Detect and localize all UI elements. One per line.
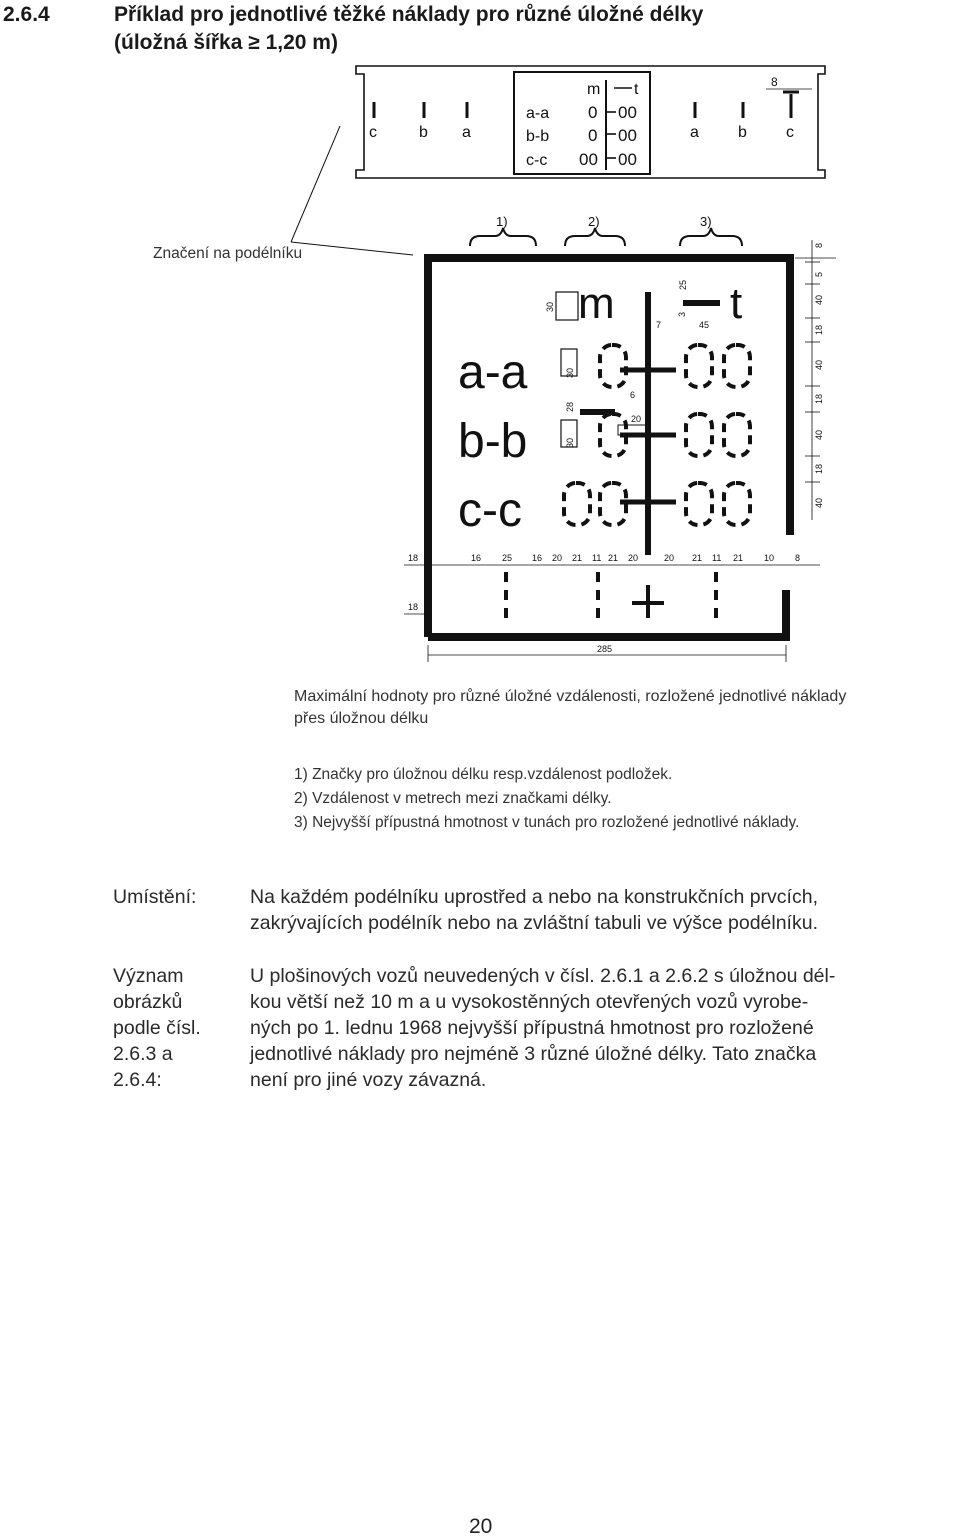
board-row-label: a-a <box>526 105 550 122</box>
dim: 10 <box>764 553 775 563</box>
meaning-line: kou větší než 10 m a u vysokostěnných otevřených vozů vyrobe- <box>250 991 809 1013</box>
dim: 16 <box>532 553 543 563</box>
detail-row-label: b-b <box>458 415 528 468</box>
meaning-label-line: 2.6.4: <box>113 1069 162 1091</box>
meaning-label-line: podle čísl. <box>113 1017 201 1039</box>
board-row-m: 0 <box>588 103 598 122</box>
dim: 21 <box>608 553 619 563</box>
board-right-letter-b: b <box>738 124 747 141</box>
placement-line-1: Na každém podélníku uprostřed a nebo na konstrukčních prvcích, <box>250 886 818 908</box>
meaning-label-line: obrázků <box>113 991 183 1013</box>
meaning-line: není pro jiné vozy závazná. <box>250 1069 487 1091</box>
board-header-m: m <box>587 81 601 98</box>
note-3: 3) Nejvyšší přípustná hmotnost v tunách pro rozložené jednotlivé náklady. <box>294 814 800 831</box>
dim: 40 <box>814 429 824 440</box>
board-row-t: 00 <box>618 150 637 169</box>
marking-label: Značení na podélníku <box>153 245 303 262</box>
dim: 30 <box>545 301 555 312</box>
caption-line-1: Maximální hodnoty pro různé úložné vzdálenosti, rozložené jednotlivé náklady <box>294 688 847 705</box>
meaning-line: U plošinových vozů neuvedených v čísl. 2.6.1 a 2.6.2 s úložnou dél- <box>250 965 836 987</box>
dim: 21 <box>692 553 703 563</box>
section-subtitle: (úložná šířka ≥ 1,20 m) <box>114 31 338 54</box>
placement-label: Umístění: <box>113 886 197 908</box>
board-left-letter-b: b <box>419 124 428 141</box>
board-row-m: 0 <box>588 126 598 145</box>
brace-label-2: 2) <box>588 214 600 229</box>
dim: 30 <box>565 367 575 378</box>
detail-row-label: a-a <box>458 346 528 399</box>
dim: 18 <box>814 324 824 335</box>
dim: 18 <box>814 393 824 404</box>
dim: 11 <box>712 553 722 563</box>
meaning-label-line: 2.6.3 a <box>113 1043 173 1065</box>
board-row-t: 00 <box>618 103 637 122</box>
meaning-line: jednotlivé náklady pro nejméně 3 různé úložné délky. Tato značka <box>250 1043 817 1065</box>
detail-row-label: c-c <box>458 484 522 537</box>
dim: 45 <box>699 320 710 330</box>
dim: 20 <box>664 553 675 563</box>
dim: 8 <box>814 242 824 248</box>
board-row-label: b-b <box>526 128 550 145</box>
dim: 25 <box>502 553 513 563</box>
caption-line-2: přes úložnou délku <box>294 710 429 727</box>
board-left-letter-c: c <box>369 124 377 141</box>
dim: 20 <box>552 553 563 563</box>
dim: 20 <box>628 553 639 563</box>
board-dim-8: 8 <box>771 75 778 89</box>
dim: 16 <box>471 553 482 563</box>
dim: 40 <box>814 294 824 305</box>
dim: 18 <box>814 463 824 474</box>
dim: 5 <box>814 271 824 277</box>
section-title: Příklad pro jednotlivé těžké náklady pro různé úložné délky <box>114 3 704 26</box>
board-right-letter-a: a <box>690 124 699 141</box>
brace-label-3: 3) <box>700 214 712 229</box>
dim: 25 <box>678 279 688 290</box>
dim: 30 <box>565 437 575 448</box>
detail-header-t: t <box>730 279 743 328</box>
placement-line-2: zakrývajících podélník nebo na zvláštní tabuli ve výšce podélníku. <box>250 912 818 934</box>
board-right-letter-c: c <box>786 124 794 141</box>
dim: 6 <box>630 390 636 400</box>
dim: 21 <box>733 553 744 563</box>
marking-diagram <box>0 0 960 700</box>
section-number: 2.6.4 <box>3 3 50 26</box>
dim: 21 <box>572 553 583 563</box>
dim: 18 <box>408 553 419 563</box>
detail-header-m: m <box>578 279 615 328</box>
page-number: 20 <box>469 1515 493 1538</box>
dim: 40 <box>814 359 824 370</box>
meaning-label-line: Význam <box>113 965 184 987</box>
board-row-t: 00 <box>618 126 637 145</box>
brace-label-1: 1) <box>496 214 508 229</box>
dim: 40 <box>814 497 824 508</box>
dim: 28 <box>565 401 575 412</box>
board-row-label: c-c <box>526 152 548 169</box>
note-1: 1) Značky pro úložnou délku resp.vzdálenost podložek. <box>294 766 673 783</box>
dim: 20 <box>631 414 642 424</box>
dim: 3 <box>677 311 687 317</box>
dim: 11 <box>592 553 602 563</box>
board-header-t: t <box>634 81 639 98</box>
board-row-m: 00 <box>579 150 598 169</box>
dim: 8 <box>795 553 801 563</box>
dim: 18 <box>408 602 419 612</box>
meaning-line: ných po 1. lednu 1968 nejvyšší přípustná hmotnost pro rozložené <box>250 1017 814 1039</box>
note-2: 2) Vzdálenost v metrech mezi značkami délky. <box>294 790 612 807</box>
dim: 7 <box>656 320 662 330</box>
board-left-letter-a: a <box>462 124 471 141</box>
dim: 285 <box>597 644 613 654</box>
